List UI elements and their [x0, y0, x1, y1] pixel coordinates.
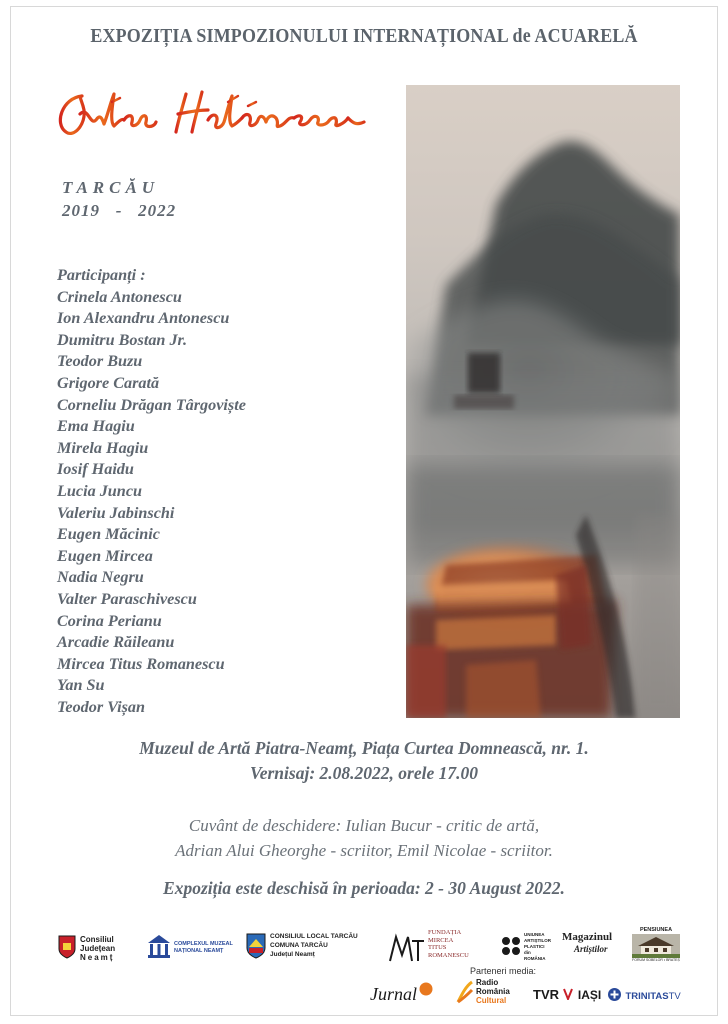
- event-place: TARCĂU: [62, 178, 160, 197]
- logo-uap-line5: ROMÂNIA: [524, 956, 546, 961]
- speech-line-2: Adrian Alui Gheorghe - scriitor, Emil Nicolae - scriitor.: [175, 841, 553, 860]
- logo-cj-line1: Consiliul: [80, 935, 114, 944]
- county-crest-icon: [58, 935, 76, 959]
- logo-clt-line2: COMUNA TARCĂU: [270, 942, 328, 949]
- media-trinitas-tv: [608, 986, 681, 1018]
- participant-name: Crinela Antonescu: [57, 287, 182, 306]
- logo-cmn-line2: NAȚIONAL NEAMȚ: [174, 948, 224, 954]
- logo-mag-line2: Artiștilor: [574, 944, 608, 954]
- logo-pens-top: PENSIUNEA: [639, 927, 673, 933]
- logo-uap-line3: PLASTICI: [524, 944, 545, 949]
- logo-fmtr-line3: TITUS: [428, 944, 447, 951]
- exhibition-period: Expoziția este deschisă în perioada: 2 - 30 August 2022.: [163, 878, 565, 898]
- guesthouse-icon: [632, 934, 680, 958]
- logo-magazinul: [562, 931, 622, 967]
- participant-name: Ion Alexandru Antonescu: [57, 309, 230, 328]
- participants-heading: Participanți :: [57, 266, 146, 284]
- trinitas-cross-icon: [608, 988, 621, 1001]
- logo-uap: [500, 929, 562, 971]
- poster-title: EXPOZIȚIA SIMPOZIONULUI INTERNAȚIONAL de ACUARELĂ: [90, 26, 638, 47]
- trinitas-tv-text: TV: [668, 991, 681, 1002]
- artist-signature: [52, 84, 382, 144]
- trinitas-text: TRINITAS: [625, 991, 669, 1002]
- jurnal-logo-text: Jurnal: [370, 984, 417, 1004]
- logo-consiliul-local: [246, 931, 376, 971]
- logo-uap-line4: din: [524, 950, 531, 955]
- participant-name: Lucia Juncu: [57, 481, 143, 500]
- participants-list: [57, 265, 246, 718]
- participant-name: Corneliu Drăgan Târgoviște: [57, 395, 246, 414]
- venue-text: Muzeul de Artă Piatra-Neamț, Piața Curtea Domnească, nr. 1.: [139, 738, 589, 758]
- logo-pens-bottom: FORUM SOBELOR • BRATEȘ: [632, 958, 680, 962]
- participant-name: Teodor Vișan: [57, 697, 146, 716]
- participant-name: Arcadie Răileanu: [57, 633, 175, 652]
- participant-name: Dumitru Bostan Jr.: [57, 330, 188, 349]
- radio-line2: România: [476, 987, 510, 996]
- media-tvr-iasi: [533, 986, 601, 1018]
- logo-fmtr-line2: MIRCEA: [428, 936, 454, 944]
- radio-line1: Radio: [476, 978, 499, 987]
- tarcau-crest-icon: [246, 933, 266, 959]
- logo-clt-line3: Județul Neamț: [270, 951, 315, 958]
- logo-cj-line3: Neamț: [80, 953, 115, 962]
- tvr-city-text: IAȘI: [577, 988, 602, 1002]
- radio-line3: Cultural: [476, 996, 507, 1005]
- participant-name: Mircea Titus Romanescu: [57, 654, 225, 673]
- museum-icon: [146, 933, 172, 959]
- tvr-wave-icon: [563, 988, 573, 1000]
- watercolor-painting: [406, 85, 680, 718]
- participant-name: Valeriu Jabinschi: [57, 503, 175, 522]
- media-partners-label: Parteneri media:: [470, 966, 537, 976]
- participant-name: Iosif Haidu: [57, 460, 134, 479]
- logo-fundatia-mtr: [388, 929, 488, 971]
- jurnal-badge-icon: [419, 982, 433, 996]
- event-years: 2019 - 2022: [62, 201, 177, 220]
- opening-speech-text: [0, 813, 728, 863]
- media-radio-romania-cultural: [456, 978, 526, 1010]
- logo-cj-line2: Județean: [80, 944, 116, 953]
- tvr-logo-text: TVR: [533, 987, 559, 1002]
- participant-name: Ema Hagiu: [57, 417, 135, 436]
- logo-clt-line1: CONSILIUL LOCAL TARCĂU: [270, 933, 358, 940]
- participant-name: Eugen Mircea: [57, 546, 153, 565]
- logo-cmn-line1: COMPLEXUL MUZEAL: [174, 941, 233, 947]
- participant-name: Yan Su: [57, 676, 105, 695]
- participant-name: Teodor Buzu: [57, 352, 143, 371]
- mtr-monogram-icon: [388, 933, 426, 963]
- participant-name: Eugen Măcinic: [57, 525, 160, 544]
- logo-fmtr-line4: ROMANESCU: [428, 951, 469, 959]
- logo-complexul-muzeal: [146, 931, 238, 971]
- participant-name: Grigore Carată: [57, 373, 160, 392]
- radio-wave-icon: [456, 980, 474, 1004]
- participant-name: Corina Perianu: [57, 611, 162, 630]
- partner-logos: [0, 925, 728, 975]
- logo-fmtr-line1: FUNDAȚIA: [428, 929, 462, 936]
- logo-uap-line1: UNIUNEA: [524, 932, 545, 937]
- participant-name: Mirela Hagiu: [57, 438, 149, 457]
- logo-mag-line1: Magazinul: [562, 931, 613, 943]
- uap-emblem-icon: [500, 935, 522, 957]
- speech-line-1: Cuvânt de deschidere: Iulian Bucur - critic de artă,: [188, 816, 540, 835]
- logo-uap-line2: ARTIȘTILOR: [524, 938, 551, 943]
- logo-pensiunea: [628, 927, 684, 971]
- vernisaj-text: Vernisaj: 2.08.2022, orele 17.00: [250, 763, 478, 783]
- participant-name: Nadia Negru: [57, 568, 144, 587]
- media-jurnal: [370, 978, 435, 1010]
- logo-consiliul-judetean: [58, 933, 128, 973]
- participant-name: Valter Paraschivescu: [57, 589, 197, 608]
